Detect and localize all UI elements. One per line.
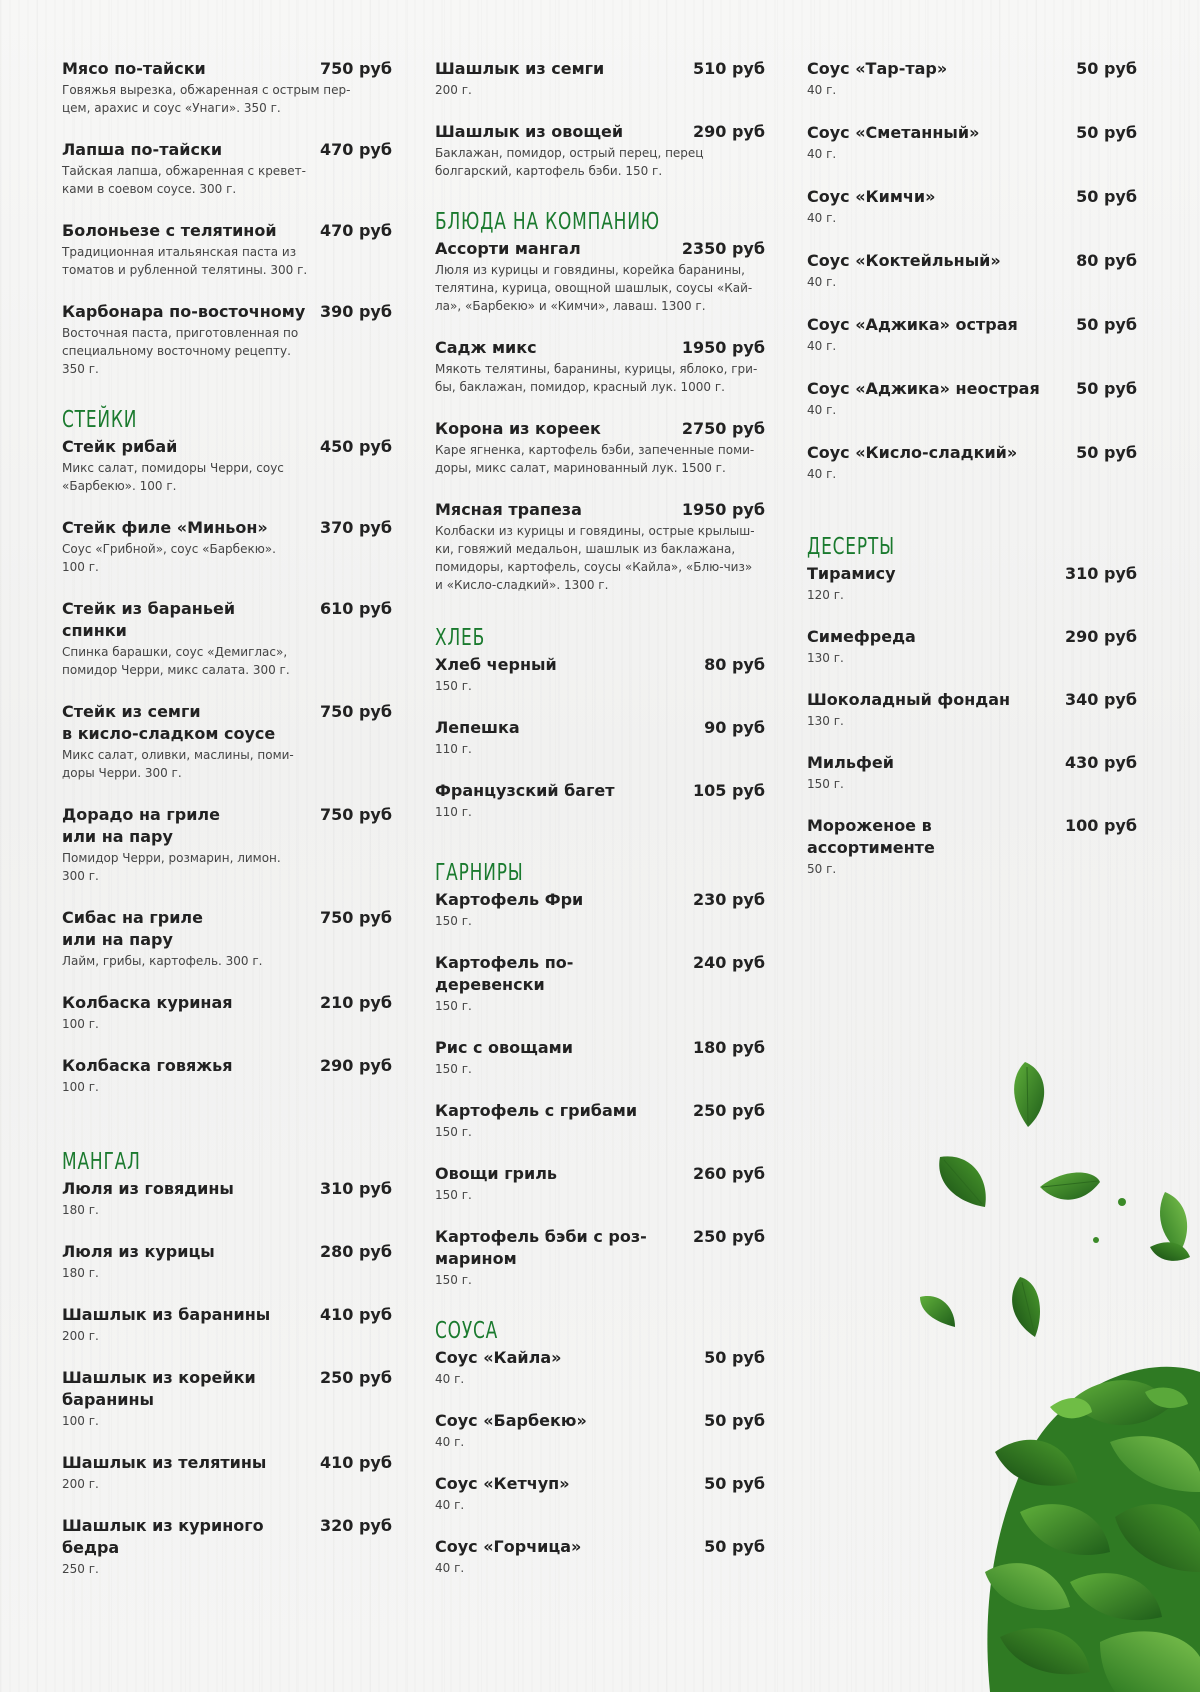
basil-leaf-icon	[1093, 1198, 1126, 1243]
menu-item	[435, 1410, 765, 1451]
menu-item-description: 50 г.	[807, 862, 837, 876]
menu-item-description: 130 г.	[807, 714, 844, 728]
menu-item-price: 390 руб	[319, 302, 392, 321]
menu-item-name: Шашлык из телятины	[62, 1453, 267, 1472]
menu-item	[435, 952, 765, 1015]
menu-item-name: Французский багет	[435, 781, 615, 800]
basil-leaf-icon	[920, 1296, 955, 1327]
menu-list	[62, 1178, 392, 1578]
menu-item-header	[435, 238, 765, 260]
menu-item-description: Говяжья вырезка, обжаренная с острым пер- цем, арахис и соус «Унаги». 350 г.	[62, 83, 351, 115]
menu-item	[807, 186, 1137, 227]
menu-item-header	[435, 1163, 765, 1185]
basil-leaf-icon	[939, 1156, 986, 1207]
menu-item-price: 320 руб	[319, 1516, 392, 1535]
menu-item-price: 100 руб	[1064, 816, 1137, 835]
menu-item-price: 470 руб	[319, 221, 392, 240]
menu-item-price: 240 руб	[692, 953, 765, 972]
menu-item	[62, 1452, 392, 1493]
menu-item-description: Восточная паста, приготовленная по специальному восточному рецепту. 350 г.	[62, 326, 299, 376]
menu-item	[435, 337, 765, 396]
menu-item-price: 250 руб	[692, 1227, 765, 1246]
menu-item-price: 410 руб	[319, 1453, 392, 1472]
menu-item-price: 50 руб	[1076, 379, 1137, 398]
menu-item-description: 180 г.	[62, 1203, 99, 1217]
menu-item-description: 40 г.	[807, 211, 837, 225]
menu-item-description: 150 г.	[435, 914, 472, 928]
menu-item-name: Мильфей	[807, 753, 894, 772]
menu-item	[435, 1226, 765, 1289]
menu-item-description: Соус «Грибной», соус «Барбекю». 100 г.	[62, 542, 276, 574]
menu-item-name: Шашлык из баранины	[62, 1305, 271, 1324]
menu-item-header	[435, 654, 765, 676]
menu-item-description: 250 г.	[62, 1562, 99, 1576]
menu-item-header	[62, 436, 392, 458]
menu-item-header	[62, 992, 392, 1014]
section-title-garnish: ГАРНИРЫ	[435, 860, 524, 886]
menu-item-description: 100 г.	[62, 1080, 99, 1094]
menu-item-description: 110 г.	[435, 742, 472, 756]
section-title-bread: ХЛЕБ	[435, 625, 486, 651]
menu-item-name: Стейк из семги в кисло-сладком соусе	[62, 702, 276, 743]
basil-leaf-icon	[1040, 1172, 1100, 1199]
menu-item-name: Картофель бэби с роз- марином	[435, 1227, 647, 1268]
menu-item-name: Соус «Кисло-сладкий»	[807, 443, 1018, 462]
menu-item	[62, 139, 392, 198]
menu-item-description: 100 г.	[62, 1414, 99, 1428]
menu-item	[807, 378, 1137, 419]
menu-item-description: 150 г.	[807, 777, 844, 791]
menu-item-header	[435, 1536, 765, 1558]
menu-item-price: 250 руб	[692, 1101, 765, 1120]
section-title-steaks: СТЕЙКИ	[62, 407, 138, 433]
menu-item-description: 150 г.	[435, 1273, 472, 1287]
menu-item-name: Сибас на гриле или на пару	[62, 908, 203, 949]
menu-item-description: 100 г.	[62, 1017, 99, 1031]
menu-item-name: Соус «Тар-тар»	[807, 59, 948, 78]
menu-item-description: 40 г.	[807, 147, 837, 161]
menu-item-description: 40 г.	[807, 467, 837, 481]
menu-item-header	[807, 626, 1137, 648]
menu-item-price: 410 руб	[319, 1305, 392, 1324]
menu-item-price: 510 руб	[692, 59, 765, 78]
menu-item-price: 90 руб	[704, 718, 765, 737]
menu-item-name: Картофель по-деревенски	[435, 953, 574, 994]
menu-item-description: 150 г.	[435, 1062, 472, 1076]
menu-item-name: Хлеб черный	[435, 655, 557, 674]
menu-item-price: 50 руб	[1076, 443, 1137, 462]
menu-item-price: 80 руб	[1076, 251, 1137, 270]
menu-item	[807, 689, 1137, 730]
menu-item-name: Садж микс	[435, 338, 537, 357]
menu-item-name: Соус «Кайла»	[435, 1348, 562, 1367]
menu-item-name: Колбаска говяжья	[62, 1056, 233, 1075]
menu-item-price: 1950 руб	[681, 500, 765, 519]
menu-item-description: Мякоть телятины, баранины, курицы, яблоко, гри- бы, баклажан, помидор, красный лук. 1000 г.	[435, 362, 758, 394]
menu-item	[62, 907, 392, 970]
menu-item	[62, 1367, 392, 1430]
menu-item-header	[807, 122, 1137, 144]
menu-item-name: Соус «Горчица»	[435, 1537, 582, 1556]
menu-list	[435, 238, 765, 594]
menu-item	[435, 499, 765, 594]
menu-item	[62, 1241, 392, 1282]
menu-item	[807, 563, 1137, 604]
menu-item-name: Картофель с грибами	[435, 1101, 638, 1120]
menu-item-description: 200 г.	[435, 83, 472, 97]
menu-item	[435, 238, 765, 315]
menu-item-price: 750 руб	[319, 702, 392, 721]
menu-item-name: Люля из говядины	[62, 1179, 234, 1198]
menu-item-header	[435, 952, 765, 996]
menu-item	[62, 701, 392, 782]
menu-item	[62, 436, 392, 495]
menu-item-description: 130 г.	[807, 651, 844, 665]
menu-item-description: Баклажан, помидор, острый перец, перец болгарский, картофель бэби. 150 г.	[435, 146, 704, 178]
menu-item-header	[62, 701, 392, 745]
menu-item-header	[807, 815, 1137, 859]
menu-item-header	[62, 907, 392, 951]
basil-bunch-icon	[985, 1367, 1200, 1692]
menu-list	[435, 1347, 765, 1577]
menu-item	[435, 654, 765, 695]
menu-item-header	[435, 499, 765, 521]
section-title-sauces: СОУСА	[435, 1318, 499, 1344]
menu-item-description: 40 г.	[807, 403, 837, 417]
menu-item-name: Лепешка	[435, 718, 520, 737]
menu-item	[807, 626, 1137, 667]
menu-item	[435, 58, 765, 99]
menu-item-price: 370 руб	[319, 518, 392, 537]
section-title-mangal: МАНГАЛ	[62, 1149, 141, 1175]
menu-item-header	[62, 1055, 392, 1077]
menu-item-header	[62, 598, 392, 642]
menu-item-description: 150 г.	[435, 1125, 472, 1139]
menu-item-header	[62, 1241, 392, 1263]
menu-list	[435, 654, 765, 821]
menu-item-price: 180 руб	[692, 1038, 765, 1057]
menu-item-header	[62, 1515, 392, 1559]
menu-item-description: 150 г.	[435, 679, 472, 693]
menu-item-description: 200 г.	[62, 1477, 99, 1491]
menu-item-header	[62, 517, 392, 539]
menu-item-description: 40 г.	[435, 1435, 465, 1449]
menu-item-description: Помидор Черри, розмарин, лимон. 300 г.	[62, 851, 281, 883]
menu-item-price: 50 руб	[704, 1474, 765, 1493]
menu-item-price: 105 руб	[692, 781, 765, 800]
menu-item	[435, 717, 765, 758]
menu-item-description: Тайская лапша, обжаренная с кревет- ками в соевом соусе. 300 г.	[62, 164, 306, 196]
menu-item-price: 750 руб	[319, 908, 392, 927]
menu-item-header	[435, 337, 765, 359]
menu-item	[435, 1100, 765, 1141]
menu-item-price: 50 руб	[704, 1411, 765, 1430]
menu-item	[435, 889, 765, 930]
menu-item-name: Карбонара по-восточному	[62, 302, 306, 321]
menu-item-header	[807, 563, 1137, 585]
menu-item-description: Колбаски из курицы и говядины, острые крылыш- ки, говяжий медальон, шашлык из баклажана, помидоры, картофель, соусы «Кайла», «Блю-чиз» и «Кисло-сладкий». 1300 г.	[435, 524, 755, 592]
menu-item-description: 200 г.	[62, 1329, 99, 1343]
menu-item-name: Тирамису	[807, 564, 896, 583]
menu-item	[435, 1347, 765, 1388]
menu-item-price: 2350 руб	[681, 239, 765, 258]
menu-item-price: 50 руб	[1076, 59, 1137, 78]
menu-item-header	[435, 58, 765, 80]
menu-item-name: Стейк филе «Миньон»	[62, 518, 268, 537]
menu-list	[807, 563, 1137, 878]
menu-item-price: 340 руб	[1064, 690, 1137, 709]
menu-item-description: Каре ягненка, картофель бэби, запеченные поми- доры, микс салат, маринованный лук. 1500 г.	[435, 443, 755, 475]
menu-item-name: Шашлык из куриного бедра	[62, 1516, 264, 1557]
menu-item-header	[807, 752, 1137, 774]
menu-item	[62, 517, 392, 576]
menu-item-header	[435, 889, 765, 911]
menu-item-name: Стейк из бараньей спинки	[62, 599, 236, 640]
menu-item-description: 150 г.	[435, 999, 472, 1013]
menu-item-price: 50 руб	[704, 1537, 765, 1556]
menu-item-name: Овощи гриль	[435, 1164, 558, 1183]
menu-item	[62, 301, 392, 378]
menu-item-name: Соус «Кетчуп»	[435, 1474, 570, 1493]
menu-item-header	[435, 1347, 765, 1369]
menu-item	[62, 1055, 392, 1096]
menu-item-header	[807, 186, 1137, 208]
menu-item-header	[62, 58, 392, 80]
menu-item-price: 280 руб	[319, 1242, 392, 1261]
menu-item-description: 40 г.	[435, 1561, 465, 1575]
menu-item-price: 750 руб	[319, 59, 392, 78]
menu-item-description: 150 г.	[435, 1188, 472, 1202]
menu-item-description: Традиционная итальянская паста из томатов и рубленной телятины. 300 г.	[62, 245, 308, 277]
menu-item	[807, 250, 1137, 291]
menu-item-header	[807, 58, 1137, 80]
menu-item-header	[807, 689, 1137, 711]
menu-item-header	[807, 378, 1137, 400]
menu-item-name: Соус «Аджика» неострая	[807, 379, 1040, 398]
menu-item	[807, 752, 1137, 793]
menu-item-header	[62, 1178, 392, 1200]
menu-item-name: Дорадо на гриле или на пару	[62, 805, 220, 846]
menu-list	[435, 58, 765, 180]
menu-item	[807, 815, 1137, 878]
menu-item-description: 40 г.	[807, 275, 837, 289]
menu-item-description: 120 г.	[807, 588, 844, 602]
basil-leaf-icon	[1150, 1242, 1190, 1261]
menu-item	[435, 1473, 765, 1514]
menu-item-price: 310 руб	[1064, 564, 1137, 583]
menu-item-header	[807, 250, 1137, 272]
menu-item-price: 750 руб	[319, 805, 392, 824]
menu-item	[807, 314, 1137, 355]
menu-list	[807, 58, 1137, 483]
menu-item	[435, 418, 765, 477]
menu-item-name: Корона из кореек	[435, 419, 601, 438]
menu-list	[62, 58, 392, 378]
basil-leaves-image	[900, 1012, 1200, 1692]
menu-item-price: 50 руб	[704, 1348, 765, 1367]
menu-item-name: Мясная трапеза	[435, 500, 582, 519]
menu-item-header	[62, 1452, 392, 1474]
menu-item	[435, 1037, 765, 1078]
menu-item	[807, 58, 1137, 99]
menu-item	[435, 121, 765, 180]
menu-item-price: 50 руб	[1076, 187, 1137, 206]
menu-item	[435, 780, 765, 821]
section-title-company: БЛЮДА НА КОМПАНИЮ	[435, 209, 660, 235]
menu-item-description: 180 г.	[62, 1266, 99, 1280]
menu-item-description: Микс салат, оливки, маслины, поми- доры Черри. 300 г.	[62, 748, 294, 780]
menu-item-name: Соус «Сметанный»	[807, 123, 980, 142]
menu-item-price: 250 руб	[319, 1368, 392, 1387]
menu-list	[62, 436, 392, 1096]
menu-item-name: Лапша по-тайски	[62, 140, 223, 159]
menu-item-header	[435, 121, 765, 143]
menu-item-name: Соус «Кимчи»	[807, 187, 936, 206]
menu-item-header	[435, 1410, 765, 1432]
menu-item	[62, 1304, 392, 1345]
menu-item-name: Мороженое в ассортименте	[807, 816, 935, 857]
menu-item-header	[435, 1473, 765, 1495]
menu-item	[62, 598, 392, 679]
menu-item-price: 610 руб	[319, 599, 392, 618]
menu-item-price: 230 руб	[692, 890, 765, 909]
menu-item-name: Люля из курицы	[62, 1242, 215, 1261]
menu-item-name: Шоколадный фондан	[807, 690, 1011, 709]
menu-item-price: 290 руб	[692, 122, 765, 141]
menu-item-name: Соус «Коктейльный»	[807, 251, 1001, 270]
menu-item	[807, 122, 1137, 163]
menu-item-description: 40 г.	[807, 83, 837, 97]
menu-item-description: 110 г.	[435, 805, 472, 819]
menu-item	[435, 1536, 765, 1577]
menu-item	[62, 1515, 392, 1578]
menu-item-name: Мясо по-тайски	[62, 59, 206, 78]
menu-item-price: 50 руб	[1076, 315, 1137, 334]
menu-item-name: Картофель Фри	[435, 890, 584, 909]
menu-item-price: 50 руб	[1076, 123, 1137, 142]
menu-item	[62, 804, 392, 885]
menu-item-description: 40 г.	[435, 1372, 465, 1386]
menu-column-1	[62, 58, 392, 1578]
menu-item-description: 40 г.	[807, 339, 837, 353]
menu-item	[807, 442, 1137, 483]
menu-item-name: Шашлык из корейки баранины	[62, 1368, 256, 1409]
menu-item-header	[435, 717, 765, 739]
menu-item-price: 430 руб	[1064, 753, 1137, 772]
menu-item-header	[807, 442, 1137, 464]
menu-item-name: Соус «Аджика» острая	[807, 315, 1018, 334]
menu-item-name: Ассорти мангал	[435, 239, 581, 258]
menu-item-price: 310 руб	[319, 1179, 392, 1198]
section-title-desserts: ДЕСЕРТЫ	[807, 534, 895, 560]
menu-item-header	[62, 1304, 392, 1326]
menu-item-price: 450 руб	[319, 437, 392, 456]
menu-list	[435, 889, 765, 1289]
menu-column-3	[807, 58, 1137, 878]
menu-item-name: Соус «Барбекю»	[435, 1411, 587, 1430]
menu-item-header	[435, 1100, 765, 1122]
menu-item-name: Симефреда	[807, 627, 916, 646]
menu-item	[62, 220, 392, 279]
menu-item-header	[62, 301, 392, 323]
menu-item-name: Рис с овощами	[435, 1038, 573, 1057]
basil-leaf-icon	[1012, 1277, 1040, 1337]
menu-item-description: 40 г.	[435, 1498, 465, 1512]
menu-item-header	[435, 1037, 765, 1059]
menu-item-name: Стейк рибай	[62, 437, 178, 456]
menu-item-header	[62, 220, 392, 242]
menu-item-header	[435, 1226, 765, 1270]
menu-item-header	[435, 780, 765, 802]
menu-item-description: Люля из курицы и говядины, корейка баранины, телятина, курица, овощной шашлык, соусы «Кай- ла», «Барбекю» и «Кимчи», лаваш. 1300 г.	[435, 263, 753, 313]
menu-item-price: 260 руб	[692, 1164, 765, 1183]
menu-column-2	[435, 58, 765, 1577]
menu-item-price: 2750 руб	[681, 419, 765, 438]
menu-item-price: 290 руб	[319, 1056, 392, 1075]
menu-item-description: Микс салат, помидоры Черри, соус «Барбекю». 100 г.	[62, 461, 284, 493]
menu-item-header	[807, 314, 1137, 336]
menu-item-price: 1950 руб	[681, 338, 765, 357]
menu-item-price: 290 руб	[1064, 627, 1137, 646]
menu-item	[435, 1163, 765, 1204]
menu-item-name: Болоньезе с телятиной	[62, 221, 277, 240]
menu-item-header	[435, 418, 765, 440]
menu-item-header	[62, 1367, 392, 1411]
menu-item-header	[62, 139, 392, 161]
menu-item	[62, 58, 392, 117]
menu-item-name: Шашлык из овощей	[435, 122, 624, 141]
menu-item-name: Колбаска куриная	[62, 993, 233, 1012]
menu-item-price: 80 руб	[704, 655, 765, 674]
menu-item-price: 470 руб	[319, 140, 392, 159]
menu-item	[62, 992, 392, 1033]
menu-item-header	[62, 804, 392, 848]
menu-item	[62, 1178, 392, 1219]
menu-item-price: 210 руб	[319, 993, 392, 1012]
menu-item-name: Шашлык из семги	[435, 59, 605, 78]
basil-leaf-icon	[1014, 1062, 1044, 1127]
menu-item-description: Лайм, грибы, картофель. 300 г.	[62, 954, 263, 968]
menu-item-description: Спинка барашки, соус «Демиглас», помидор Черри, микс салата. 300 г.	[62, 645, 290, 677]
